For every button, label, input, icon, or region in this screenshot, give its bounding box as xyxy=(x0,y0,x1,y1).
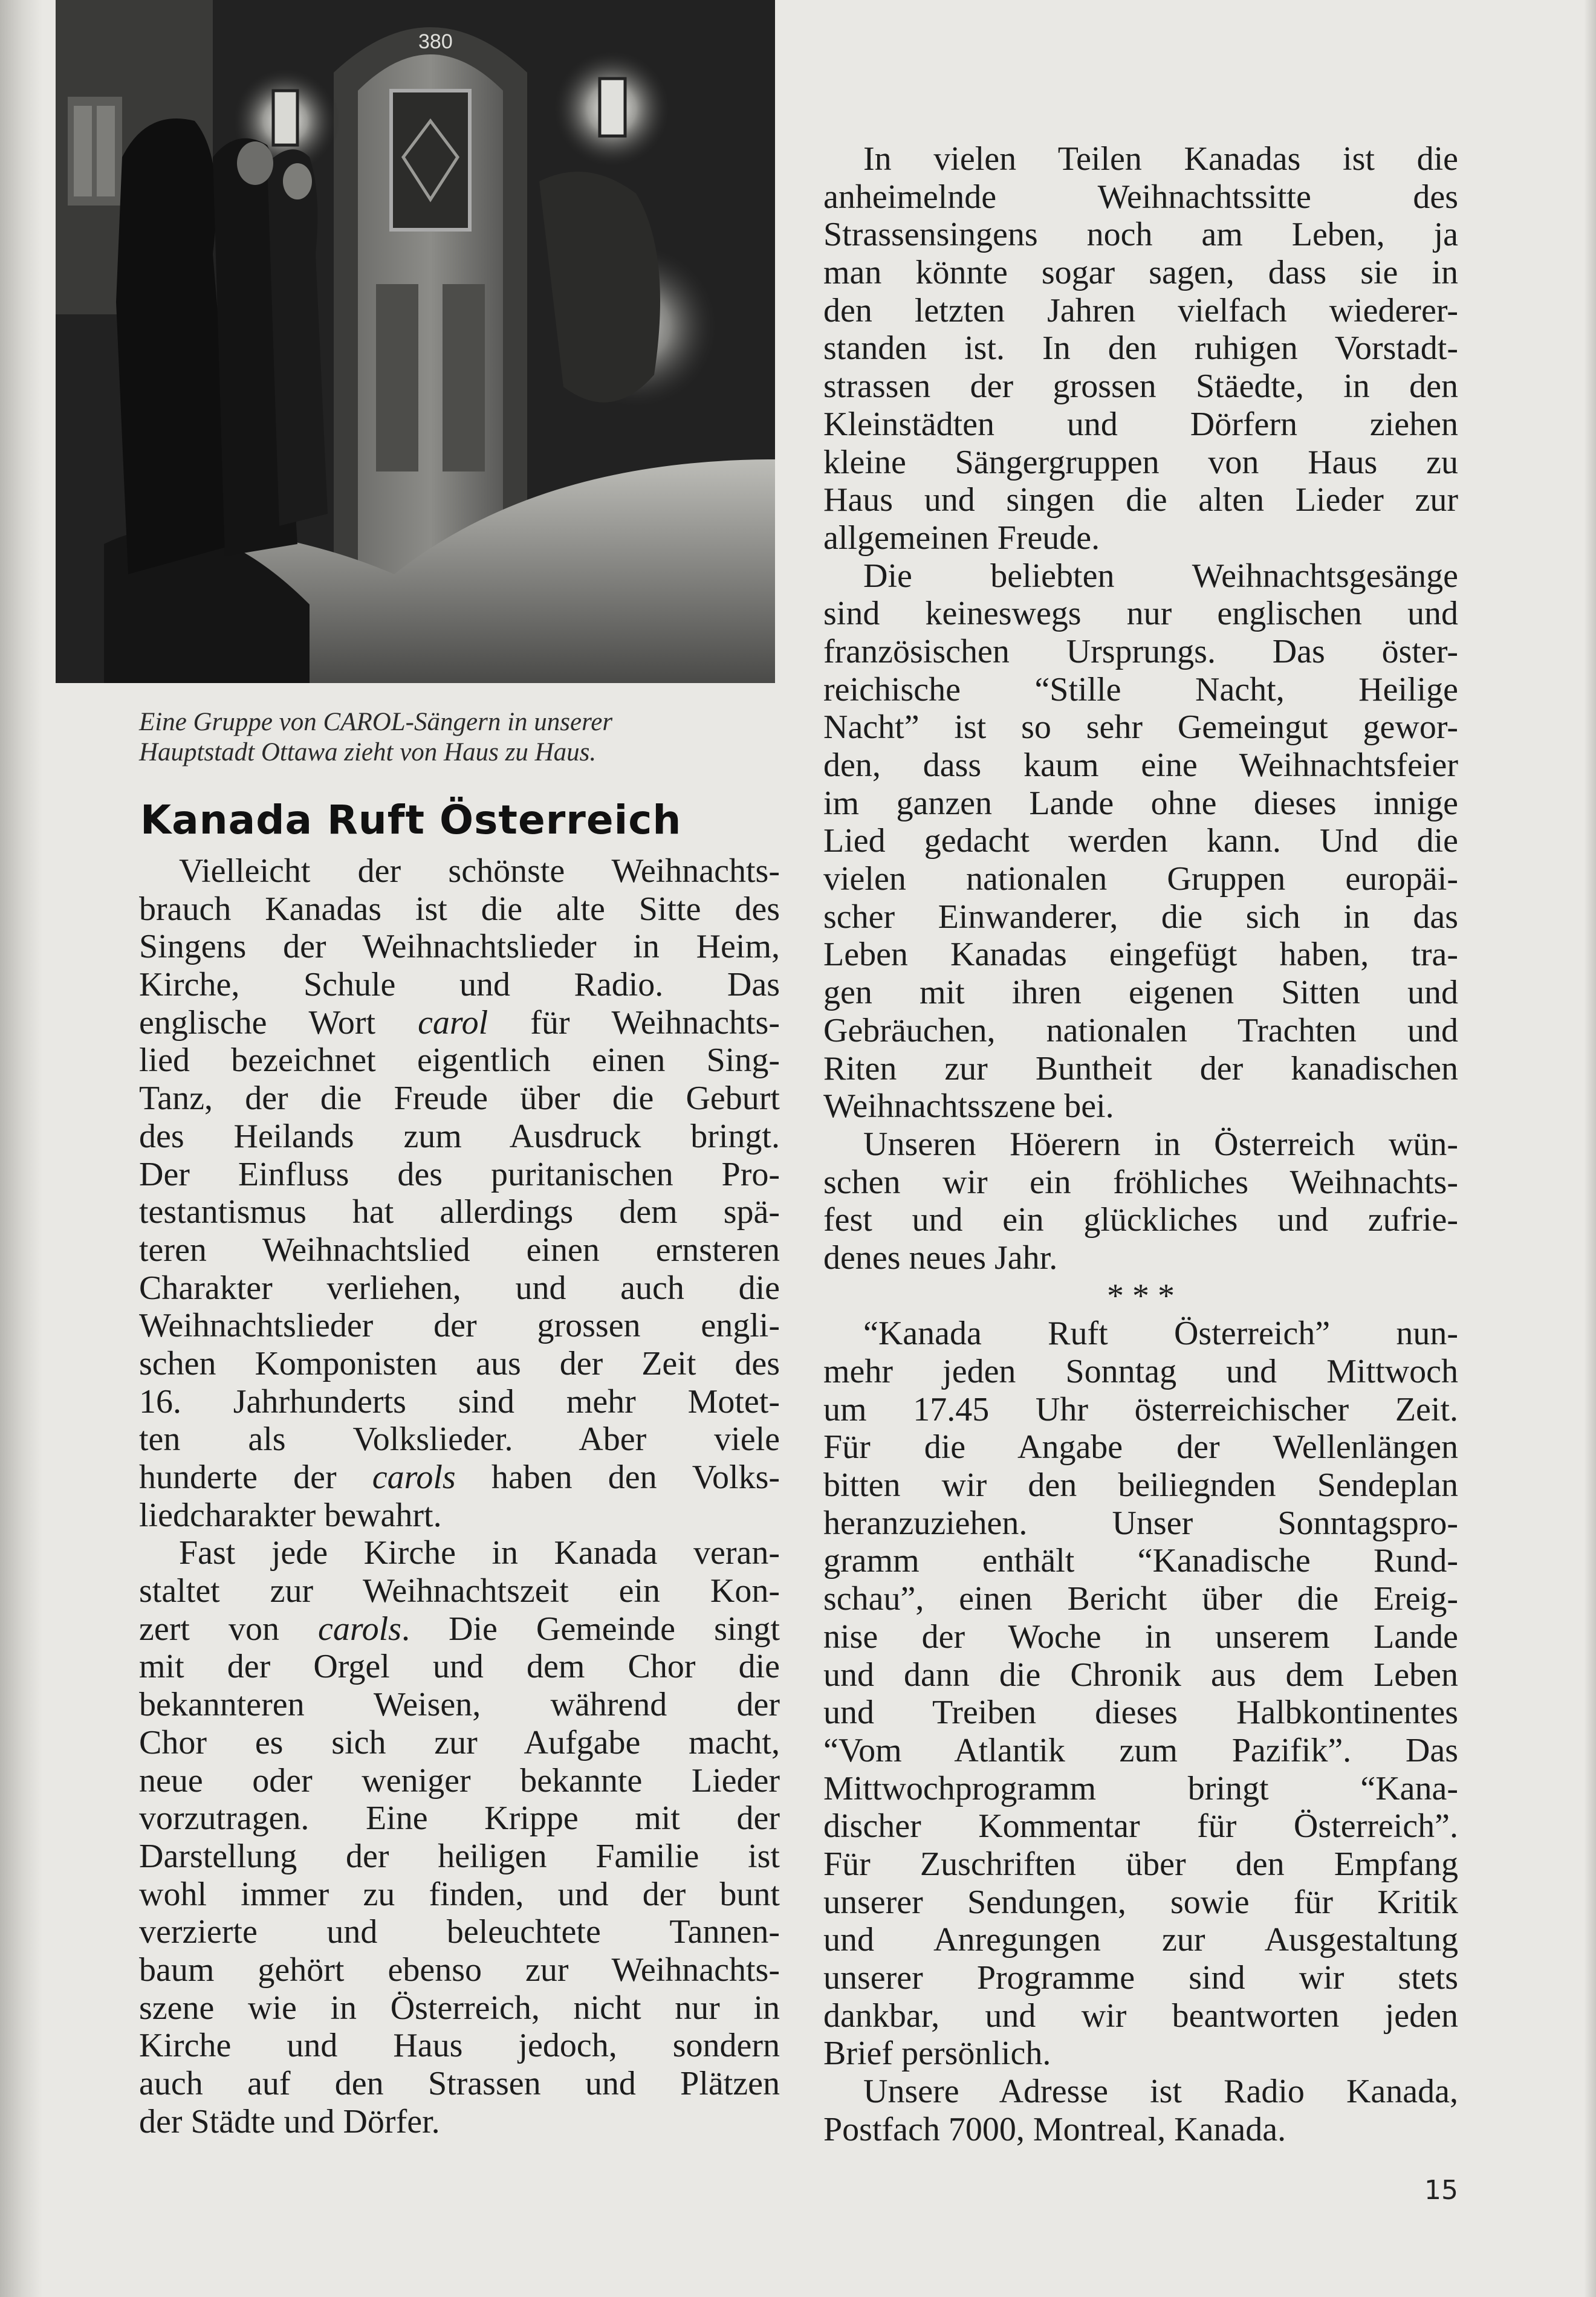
right-column xyxy=(823,140,1458,2148)
text-line: testantismus hat allerdings dem spä- xyxy=(139,1193,780,1231)
text-line: denes neues Jahr. xyxy=(823,1239,1058,1277)
text-line: französischen Ursprungs. Das öster- xyxy=(823,632,1458,670)
text-line: nise der Woche in unserem Lande xyxy=(823,1618,1458,1656)
text-line: Charakter verliehen, und auch die xyxy=(139,1269,780,1307)
text-line: Mittwochprogramm bringt “Kana- xyxy=(823,1769,1458,1807)
text-line: zert von carols. Die Gemeinde singt xyxy=(139,1610,780,1648)
text-line: Darstellung der heiligen Familie ist xyxy=(139,1837,780,1875)
page-gutter-shadow xyxy=(0,0,42,2297)
article-title: Kanada Ruft Österreich xyxy=(140,797,682,843)
text-line: Strassensingens noch am Leben, ja xyxy=(823,216,1458,254)
text-line: den letzten Jahren vielfach wiederer- xyxy=(823,291,1458,329)
text-line: verzierte und beleuchtete Tannen- xyxy=(139,1913,780,1951)
text-line: vielen nationalen Gruppen europäi- xyxy=(823,860,1458,898)
text-line: 16. Jahrhunderts sind mehr Motet- xyxy=(139,1382,780,1421)
text-line: Unseren Höerern in Österreich wün- xyxy=(863,1125,1458,1163)
text-line: wohl immer zu finden, und der bunt xyxy=(139,1875,780,1913)
text-line: bitten wir den beiliegnden Sendeplan xyxy=(823,1466,1458,1505)
text-line: englische Wort carol für Weihnachts- xyxy=(139,1003,780,1042)
text-line: “Vom Atlantik zum Pazifik”. Das xyxy=(823,1731,1458,1769)
door-number: 380 xyxy=(418,30,453,53)
text-line: man könnte sogar sagen, dass sie in xyxy=(823,254,1458,292)
text-line: sind keineswegs nur englischen und xyxy=(823,595,1458,633)
text-line: liedcharakter bewahrt. xyxy=(139,1496,442,1534)
text-line: Für Zuschriften über den Empfang xyxy=(823,1845,1458,1883)
text-line: anheimelnde Weihnachtssitte des xyxy=(823,178,1458,216)
text-line: bekannteren Weisen, während der xyxy=(139,1686,780,1724)
text-line: Weihnachtsszene bei. xyxy=(823,1087,1114,1126)
text-line: Die beliebten Weihnachtsgesänge xyxy=(863,557,1458,595)
text-line: schen Komponisten aus der Zeit des xyxy=(139,1344,780,1382)
text-line: Chor es sich zur Aufgabe macht, xyxy=(139,1723,780,1761)
text-line: Kleinstädten und Dörfern ziehen xyxy=(823,405,1458,443)
text-line: brauch Kanadas ist die alte Sitte des xyxy=(139,890,780,928)
text-line: Der Einfluss des puritanischen Pro- xyxy=(139,1155,780,1193)
text-line: dankbar, und wir beantworten jeden xyxy=(823,1997,1458,2035)
text-line: staltet zur Weihnachtszeit ein Kon- xyxy=(139,1572,780,1610)
text-line: unserer Sendungen, sowie für Kritik xyxy=(823,1883,1458,1921)
text-line: allgemeinen Freude. xyxy=(823,519,1100,557)
page-number: 15 xyxy=(1424,2175,1458,2206)
text-line: Lied gedacht werden kann. Und die xyxy=(823,822,1458,860)
text-line: * * * xyxy=(1107,1277,1175,1315)
photo-caption xyxy=(139,707,780,768)
text-line: Brief persönlich. xyxy=(823,2035,1051,2073)
text-line: reichische “Stille Nacht, Heilige xyxy=(823,670,1458,708)
text-line: “Kanada Ruft Österreich” nun- xyxy=(863,1315,1458,1353)
caption-line: Hauptstadt Ottawa zieht von Haus zu Haus. xyxy=(139,738,597,766)
text-line: strassen der grossen Stäedte, in den xyxy=(823,368,1458,406)
text-line: auch auf den Strassen und Plätzen xyxy=(139,2065,780,2102)
text-line: szene wie in Österreich, nicht nur in xyxy=(139,1989,780,2027)
text-line: gramm enthält “Kanadische Rund- xyxy=(823,1542,1458,1580)
text-line: hunderte der carols haben den Volks- xyxy=(139,1459,780,1496)
text-line: Nacht” ist so sehr Gemeingut gewor- xyxy=(823,708,1458,747)
text-line: um 17.45 Uhr österreichischer Zeit. xyxy=(823,1390,1458,1428)
text-line: gen mit ihren eigenen Sitten und xyxy=(823,974,1458,1012)
text-line: discher Kommentar für Österreich”. xyxy=(823,1807,1458,1845)
text-line: baum gehört ebenso zur Weihnachts- xyxy=(139,1951,780,1989)
text-line: Weihnachtslieder der grossen engli- xyxy=(139,1307,780,1345)
text-line: Postfach 7000, Montreal, Kanada. xyxy=(823,2110,1286,2148)
text-line: Kirche und Haus jedoch, sondern xyxy=(139,2027,780,2065)
photo-image xyxy=(56,0,775,683)
text-line: Singens der Weihnachtslieder in Heim, xyxy=(139,928,780,966)
text-line: scher Einwanderer, die sich in das xyxy=(823,898,1458,936)
left-column xyxy=(139,852,780,2140)
text-line: Leben Kanadas eingefügt haben, tra- xyxy=(823,936,1458,974)
text-line: In vielen Teilen Kanadas ist die xyxy=(863,140,1458,178)
text-line: den, dass kaum eine Weihnachtsfeier xyxy=(823,747,1458,784)
text-line: lied bezeichnet eigentlich einen Sing- xyxy=(139,1042,780,1080)
text-line: schau”, einen Bericht über die Ereig- xyxy=(823,1580,1458,1618)
text-line: mehr jeden Sonntag und Mittwoch xyxy=(823,1353,1458,1390)
caption-line: Eine Gruppe von CAROL-Sängern in unserer xyxy=(139,708,613,736)
text-line: im ganzen Lande ohne dieses innige xyxy=(823,784,1458,822)
text-line: neue oder weniger bekannte Lieder xyxy=(139,1761,780,1800)
text-line: schen wir ein fröhliches Weihnachts- xyxy=(823,1163,1458,1201)
text-line: der Städte und Dörfer. xyxy=(139,2102,440,2140)
text-line: Fast jede Kirche in Kanada veran- xyxy=(179,1534,780,1572)
text-line: und Treiben dieses Halbkontinentes xyxy=(823,1694,1458,1732)
text-line: Gebräuchen, nationalen Trachten und xyxy=(823,1011,1458,1049)
text-line: kleine Sängergruppen von Haus zu xyxy=(823,443,1458,481)
text-line: Haus und singen die alten Lieder zur xyxy=(823,481,1458,519)
text-line: teren Weihnachtslied einen ernsteren xyxy=(139,1231,780,1269)
text-line: fest und ein glückliches und zufrie- xyxy=(823,1201,1458,1239)
text-line: Unsere Adresse ist Radio Kanada, xyxy=(863,2073,1458,2111)
text-line: mit der Orgel und dem Chor die xyxy=(139,1648,780,1686)
text-line: unserer Programme sind wir stets xyxy=(823,1959,1458,1997)
text-line: vorzutragen. Eine Krippe mit der xyxy=(139,1800,780,1838)
page-edge xyxy=(1584,0,1596,2297)
text-line: Für die Angabe der Wellenlängen xyxy=(823,1428,1458,1466)
text-line: standen ist. In den ruhigen Vorstadt- xyxy=(823,329,1458,368)
text-line: Riten zur Buntheit der kanadischen xyxy=(823,1049,1458,1087)
text-line: ten als Volkslieder. Aber viele xyxy=(139,1421,780,1459)
text-line: und dann die Chronik aus dem Leben xyxy=(823,1656,1458,1694)
text-line: Kirche, Schule und Radio. Das xyxy=(139,966,780,1004)
text-line: Tanz, der die Freude über die Geburt xyxy=(139,1080,780,1118)
photo-carol-singers xyxy=(56,0,775,683)
text-line: des Heilands zum Ausdruck bringt. xyxy=(139,1117,780,1155)
text-line: heranzuziehen. Unser Sonntagspro- xyxy=(823,1504,1458,1542)
text-line: und Anregungen zur Ausgestaltung xyxy=(823,1921,1458,1959)
text-line: Vielleicht der schönste Weihnachts- xyxy=(179,852,780,890)
